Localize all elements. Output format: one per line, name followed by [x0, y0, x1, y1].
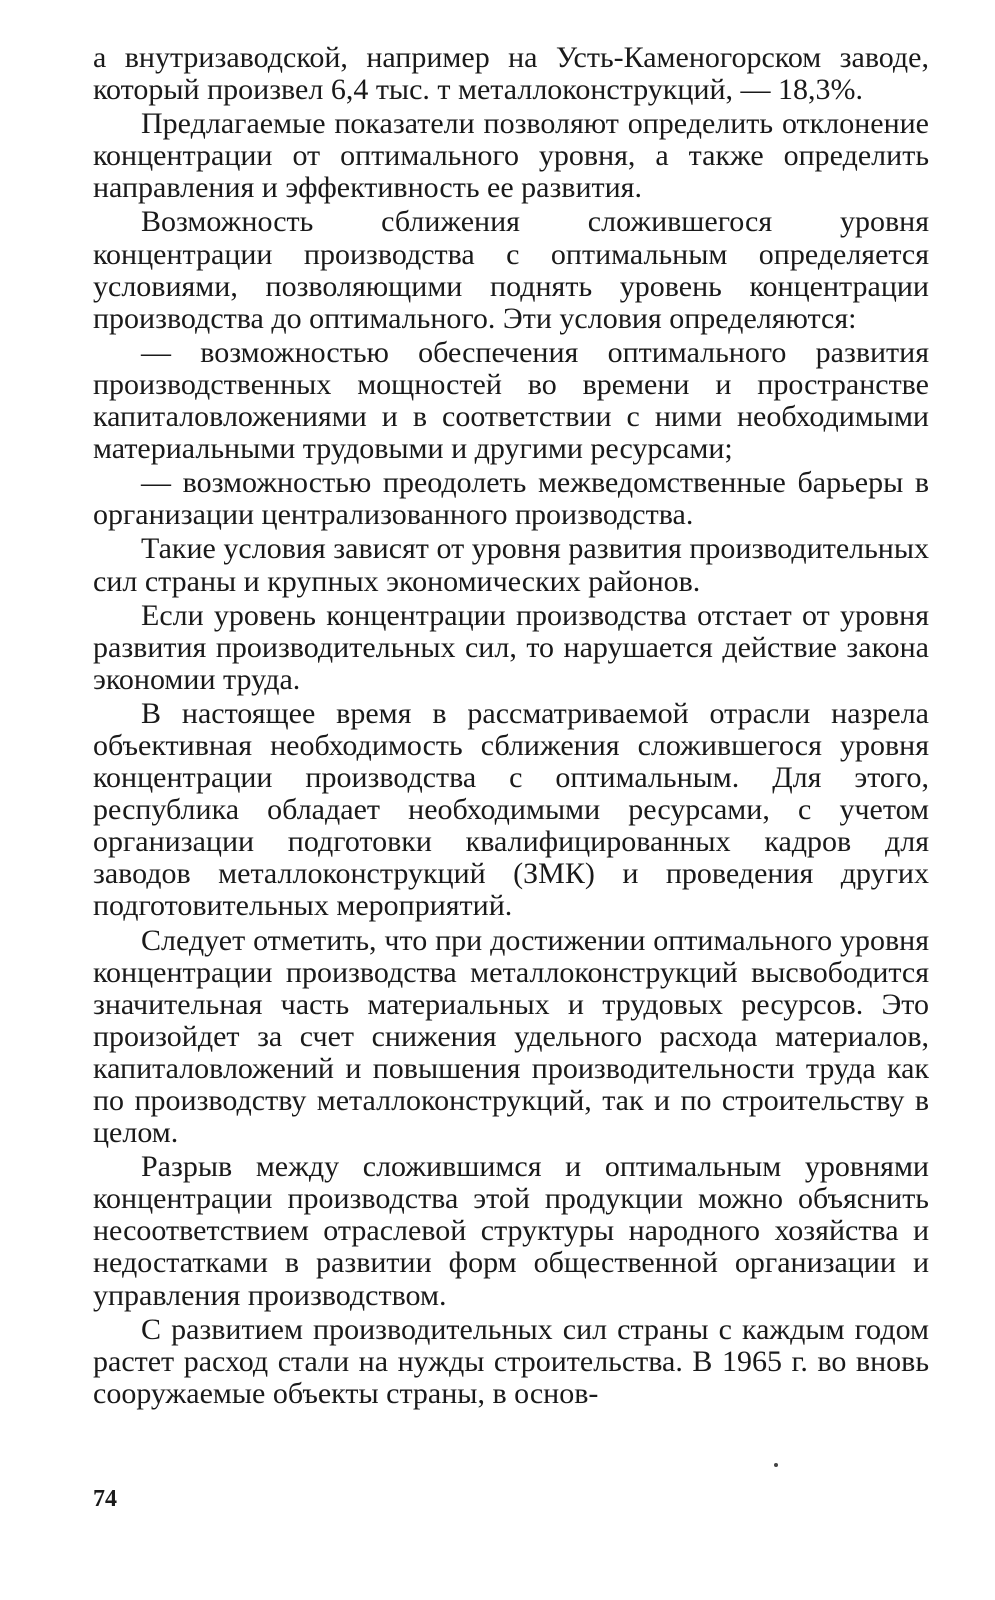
list-item-1: — возможностью обеспечения оптимального развития производственных мощностей во времени и пространстве капиталовложениями и в соответствии с ними необходимыми материальными трудовыми и другими ресурсами; [93, 335, 929, 466]
paragraph-8: Разрыв между сложившимся и оптимальным уровнями концентрации производства этой продукции можно объяснить несоответствием отраслевой структуры народного хозяйства и недостатками в развитии форм общественной организации и управления производством. [93, 1150, 929, 1312]
paragraph-2: Предлагаемые показатели позволяют определить отклонение концентрации от оптимального уровня, а также определить направления и эффективность ее развития. [93, 107, 929, 205]
paragraph-1: а внутризаводской, например на Усть-Каменогорском заводе, который произвел 6,4 тыс. т металлоконструкций, — 18,3%. [93, 41, 929, 107]
paragraph-6: В настоящее время в рассматриваемой отрасли назрела объективная необходимость сближения сложившегося уровня концентрации производства с оптимальным. Для этого, республика обладает необходимыми ресурсами, с учетом организации подготовки квалифицированных кадров для заводов металлоконструкций (ЗМК) и проведения других подготовительных мероприятий. [93, 696, 929, 923]
page-number: 74 [93, 1486, 117, 1512]
paragraph-4: Такие условия зависят от уровня развития производительных сил страны и крупных экономических районов. [93, 532, 929, 598]
paragraph-5: Если уровень концентрации производства отстает от уровня развития производительных сил, то нарушается действие закона экономии труда. [93, 598, 929, 696]
paragraph-7: Следует отметить, что при достижении оптимального уровня концентрации производства металлоконструкций высвободится значительная часть материальных и трудовых ресурсов. Это произойдет за счет снижения удельного расхода материалов, капиталовложений и повышения производительности труда как по производству металлоконструкций, так и по строительству в целом. [93, 923, 929, 1150]
print-speck [774, 1463, 778, 1467]
paragraph-3: Возможность сближения сложившегося уровня концентрации производства с оптимальным определяется условиями, позволяющими поднять уровень концентрации производства до оптимального. Эти условия определяются: [93, 205, 929, 335]
paragraph-9: С развитием производительных сил страны с каждым годом растет расход стали на нужды строительства. В 1965 г. во вновь сооружаемые объекты страны, в основ- [93, 1312, 929, 1410]
list-item-2: — возможностью преодолеть межведомственные барьеры в организации централизованного производства. [93, 466, 929, 532]
page-body [93, 42, 929, 1412]
